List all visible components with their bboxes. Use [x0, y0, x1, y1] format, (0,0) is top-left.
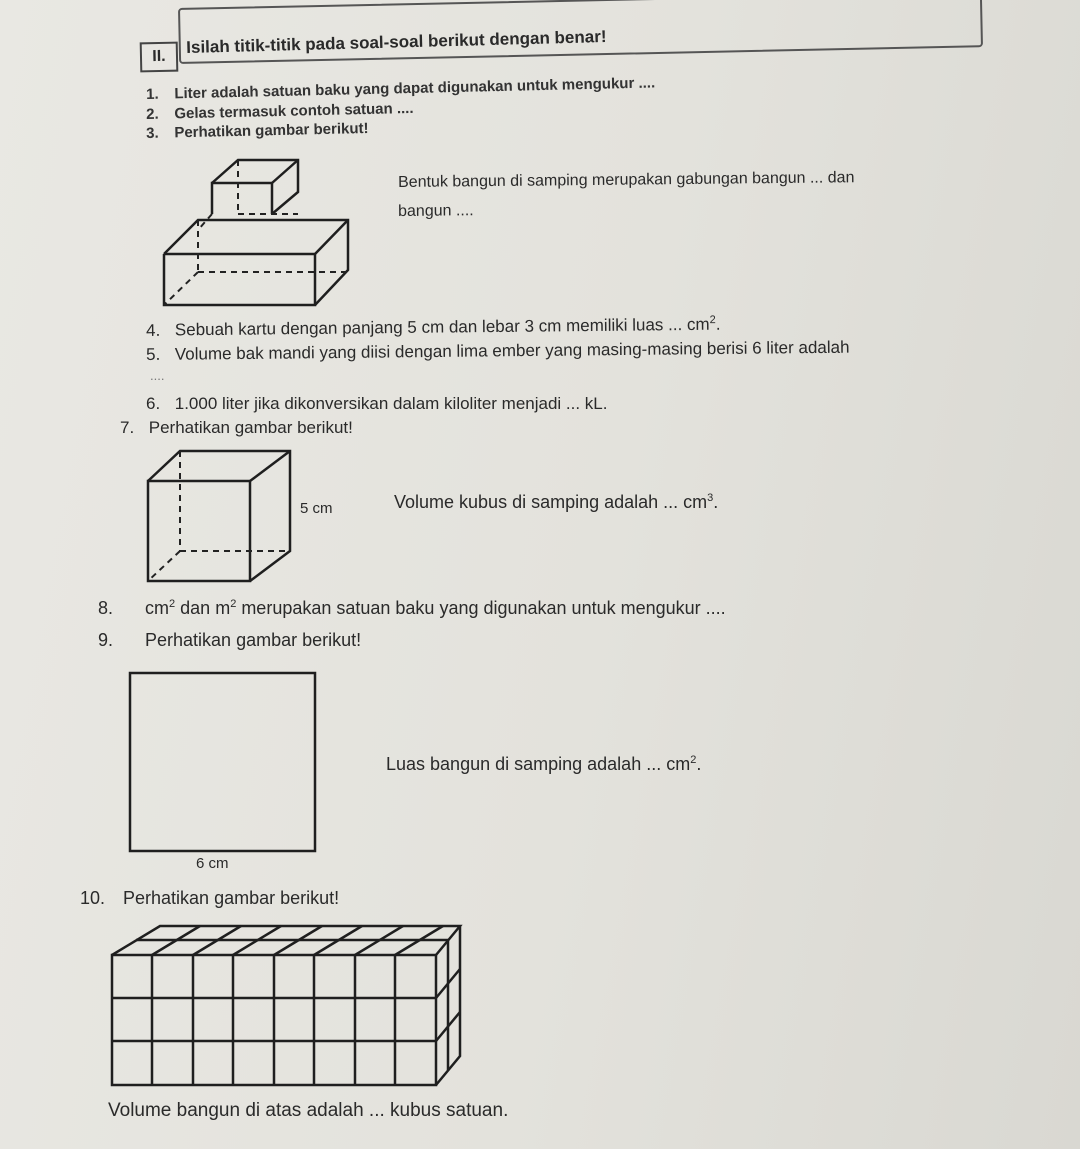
question-5-continuation: .... — [150, 368, 165, 383]
question-10-footer: Volume bangun di atas adalah ... kubus satuan. — [108, 1100, 509, 1121]
question-4: 4. Sebuah kartu dengan panjang 5 cm dan lebar 3 cm memiliki luas ... $cm^2$. — [146, 314, 721, 340]
question-7-side-text: Volume kubus di samping adalah ... $cm^3$. — [394, 492, 719, 512]
figure-square — [125, 668, 325, 858]
question-5: 5. Volume bak mandi yang diisi dengan lima ember yang masing-masing berisi 6 liter adalah — [146, 337, 850, 364]
question-10: 10. Perhatikan gambar berikut! — [80, 888, 340, 908]
question-8: 8. $cm^2$ dan $m^2$ merupakan satuan baku yang digunakan untuk mengukur .... — [98, 598, 726, 618]
question-1: 1. Liter adalah satuan baku yang dapat digunakan untuk mengukur .... — [146, 74, 656, 103]
question-3-side-line1: Bentuk bangun di samping merupakan gabungan bangun ... dan — [398, 169, 855, 191]
figure-stacked-prisms — [150, 150, 360, 310]
figure-cube — [140, 446, 300, 588]
section-instruction: Isilah titik-titik pada soal-soal berikut dengan benar! — [186, 26, 607, 57]
cube-side-label: 5 cm — [300, 500, 333, 517]
question-3: 3. Perhatikan gambar berikut! — [146, 119, 369, 142]
question-7: 7. Perhatikan gambar berikut! — [120, 418, 353, 437]
question-3-side-line2: bangun .... — [398, 202, 474, 220]
question-6: 6. 1.000 liter jika dikonversikan dalam kiloliter menjadi ... kL. — [146, 394, 608, 413]
question-2: 2. Gelas termasuk contoh satuan .... — [146, 99, 414, 123]
square-side-label: 6 cm — [196, 855, 229, 872]
figure-unit-cube-block — [100, 918, 470, 1090]
section-number: II. — [140, 42, 179, 73]
question-9: 9. Perhatikan gambar berikut! — [98, 630, 362, 650]
question-9-side-text: Luas bangun di samping adalah ... $cm^2$. — [386, 754, 702, 774]
